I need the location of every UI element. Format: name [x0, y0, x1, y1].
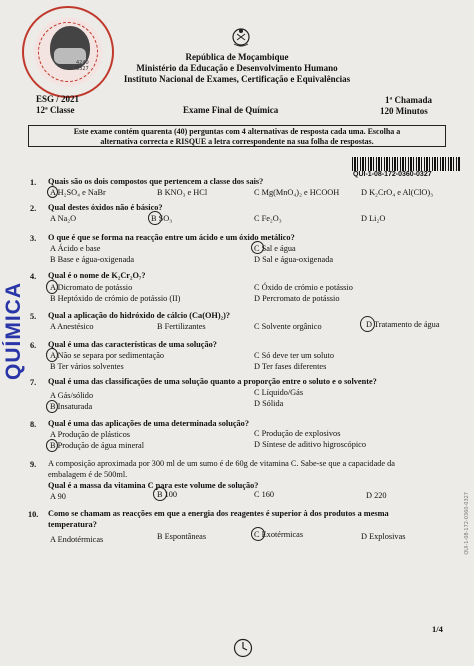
option-c[interactable]: C Solvente orgânico	[254, 322, 322, 331]
answer-mark	[153, 487, 167, 501]
option-c[interactable]: C Produção de explosivos	[254, 429, 341, 438]
barcode-text: QUI-1-08-172-0360-0327	[353, 171, 432, 178]
question-number: 2.	[30, 204, 37, 213]
instructions-line1: Este exame contém quarenta (40) perguntas com 4 alternativas de resposta cada uma. Escolha a	[73, 127, 401, 136]
clock-icon	[233, 638, 253, 658]
option-c[interactable]: C Óxido de crómio e potássio	[254, 283, 353, 292]
question-number: 5.	[30, 312, 37, 321]
answer-mark	[148, 211, 162, 225]
option-d[interactable]: D Ter fases diferentes	[254, 362, 327, 371]
option-a[interactable]: A Na₂O	[50, 214, 77, 223]
instructions-line2: alternativa correcta e RISQUE a letra correspondente na sua folha de respostas.	[100, 137, 374, 146]
question-text-line2: temperatura?	[48, 520, 97, 529]
answer-mark	[46, 280, 58, 294]
header-republic: República de Moçambique	[185, 52, 289, 62]
option-b[interactable]: B Espontâneas	[157, 532, 207, 541]
answer-mark	[46, 348, 58, 362]
option-b[interactable]: B Heptóxido de crómio de potássio (II)	[50, 294, 181, 303]
question-text-line1: A composição aproximada por 300 ml de um sumo é de 60g de vitamina C. Sabe-se que a capacidade da	[48, 459, 395, 468]
option-d[interactable]: D Percromato de potássio	[254, 294, 340, 303]
answer-mark	[251, 527, 265, 541]
option-d[interactable]: D Síntese de aditivo higroscópico	[254, 440, 366, 449]
header-duration: 120 Minutos	[380, 106, 428, 116]
option-a[interactable]: A Gás/sólido	[50, 391, 94, 400]
question-number: 10.	[28, 510, 39, 519]
option-c[interactable]: C Só deve ter um soluto	[254, 351, 334, 360]
option-d[interactable]: D Tratamento de água	[366, 320, 440, 329]
barcode	[352, 157, 460, 171]
option-d[interactable]: D 220	[366, 491, 387, 500]
option-d[interactable]: D Sólida	[254, 399, 284, 408]
exam-title: Exame Final de Química	[183, 105, 279, 115]
question-text-line3: Qual é a massa da vitamina C para este volume de solução?	[48, 481, 259, 490]
question-text: Quais são os dois compostos que pertencem a classe dos sais?	[48, 177, 264, 186]
question-text: Qual destes óxidos não é básico?	[48, 203, 163, 212]
question-text: Qual é o nome de K₂Cr₂O₇?	[48, 271, 146, 280]
option-d[interactable]: D Explosivas	[361, 532, 406, 541]
question-text: Qual é uma das características de uma solução?	[48, 340, 217, 349]
question-text: O que é que se forma na reacção entre um ácido e um óxido metálico?	[48, 233, 295, 242]
question-text: Qual é uma das aplicações de uma determinada solução?	[48, 419, 249, 428]
answer-mark	[47, 186, 58, 198]
stamp-code: 4240 0327	[76, 60, 89, 72]
option-c[interactable]: C 160	[254, 490, 275, 499]
option-d[interactable]: D Sal e água-oxigenada	[254, 255, 334, 264]
question-number: 1.	[30, 178, 37, 187]
page-number: 1/4	[432, 624, 443, 634]
answer-mark	[360, 316, 375, 332]
option-b[interactable]: B SO₃	[151, 214, 173, 223]
option-b[interactable]: B Base e água-oxigenada	[50, 255, 135, 264]
instructions-box	[28, 125, 446, 147]
header-ministry: Ministério da Educação e Desenvolvimento Humano	[136, 63, 338, 73]
mozambique-emblem-icon	[228, 26, 254, 48]
option-a[interactable]: A Dicromato de potássio	[50, 283, 133, 292]
header-institute: Instituto Nacional de Exames, Certificação e Equivalências	[123, 74, 351, 84]
question-text: Qual é uma das classificações de uma solução quanto a proporção entre o soluto e o solvente?	[48, 377, 377, 386]
question-text-line1: Como se chamam as reacções em que a energia dos reagentes é superior à dos produtos a mesma	[48, 509, 389, 518]
option-a[interactable]: A Anestésico	[50, 322, 94, 331]
option-a[interactable]: A 90	[50, 492, 66, 501]
option-d[interactable]: D Li₂O	[361, 214, 386, 223]
answer-mark	[251, 241, 264, 254]
option-c[interactable]: C Fe₂O₃	[254, 214, 282, 223]
header-esg: ESG / 2021	[36, 94, 80, 104]
option-c[interactable]: C Líquido/Gás	[254, 388, 304, 397]
option-c[interactable]: C Mg(MnO₄)₂ e HCOOH	[254, 188, 340, 197]
answer-mark	[46, 400, 58, 413]
header-chamada: 1ª Chamada	[385, 95, 432, 105]
option-a[interactable]: A Endotérmicas	[50, 535, 104, 544]
question-number: 8.	[30, 420, 37, 429]
option-a[interactable]: A Produção de plásticos	[50, 430, 130, 439]
option-c[interactable]: C Exotérmicas	[254, 530, 304, 539]
option-b[interactable]: B Produção de água mineral	[50, 441, 145, 450]
option-a[interactable]: A Ácido e base	[50, 244, 101, 253]
question-text-line2: embalagem é de 500ml.	[48, 470, 128, 479]
question-number: 7.	[30, 378, 37, 387]
question-number: 9.	[30, 460, 37, 469]
question-number: 4.	[30, 272, 37, 281]
option-b[interactable]: B Ter vários solventes	[50, 362, 124, 371]
option-d[interactable]: D K₂CrO₄ e Al(ClO)₃	[361, 188, 434, 197]
option-b[interactable]: B 100	[157, 490, 178, 499]
question-text: Qual a aplicação do hidróxido de cálcio (Ca(OH)₂)?	[48, 311, 231, 320]
option-b[interactable]: B Insaturada	[50, 402, 93, 411]
question-number: 6.	[30, 341, 37, 350]
option-b[interactable]: B Fertilizantes	[157, 322, 206, 331]
side-code: QUI-1-08-172-0360-0327	[464, 492, 470, 555]
option-b[interactable]: B KNO₃ e HCl	[157, 188, 208, 197]
question-number: 3.	[30, 234, 37, 243]
option-c[interactable]: C Sal e água	[254, 244, 296, 253]
answer-mark	[46, 439, 58, 452]
subject-side-label: QUÍMICA	[2, 282, 25, 380]
header-classe: 12ª Classe	[36, 105, 75, 115]
option-a[interactable]: A Não se separa por sedimentação	[50, 351, 165, 360]
option-a[interactable]: A H₂SO₄ e NaBr	[50, 188, 106, 197]
